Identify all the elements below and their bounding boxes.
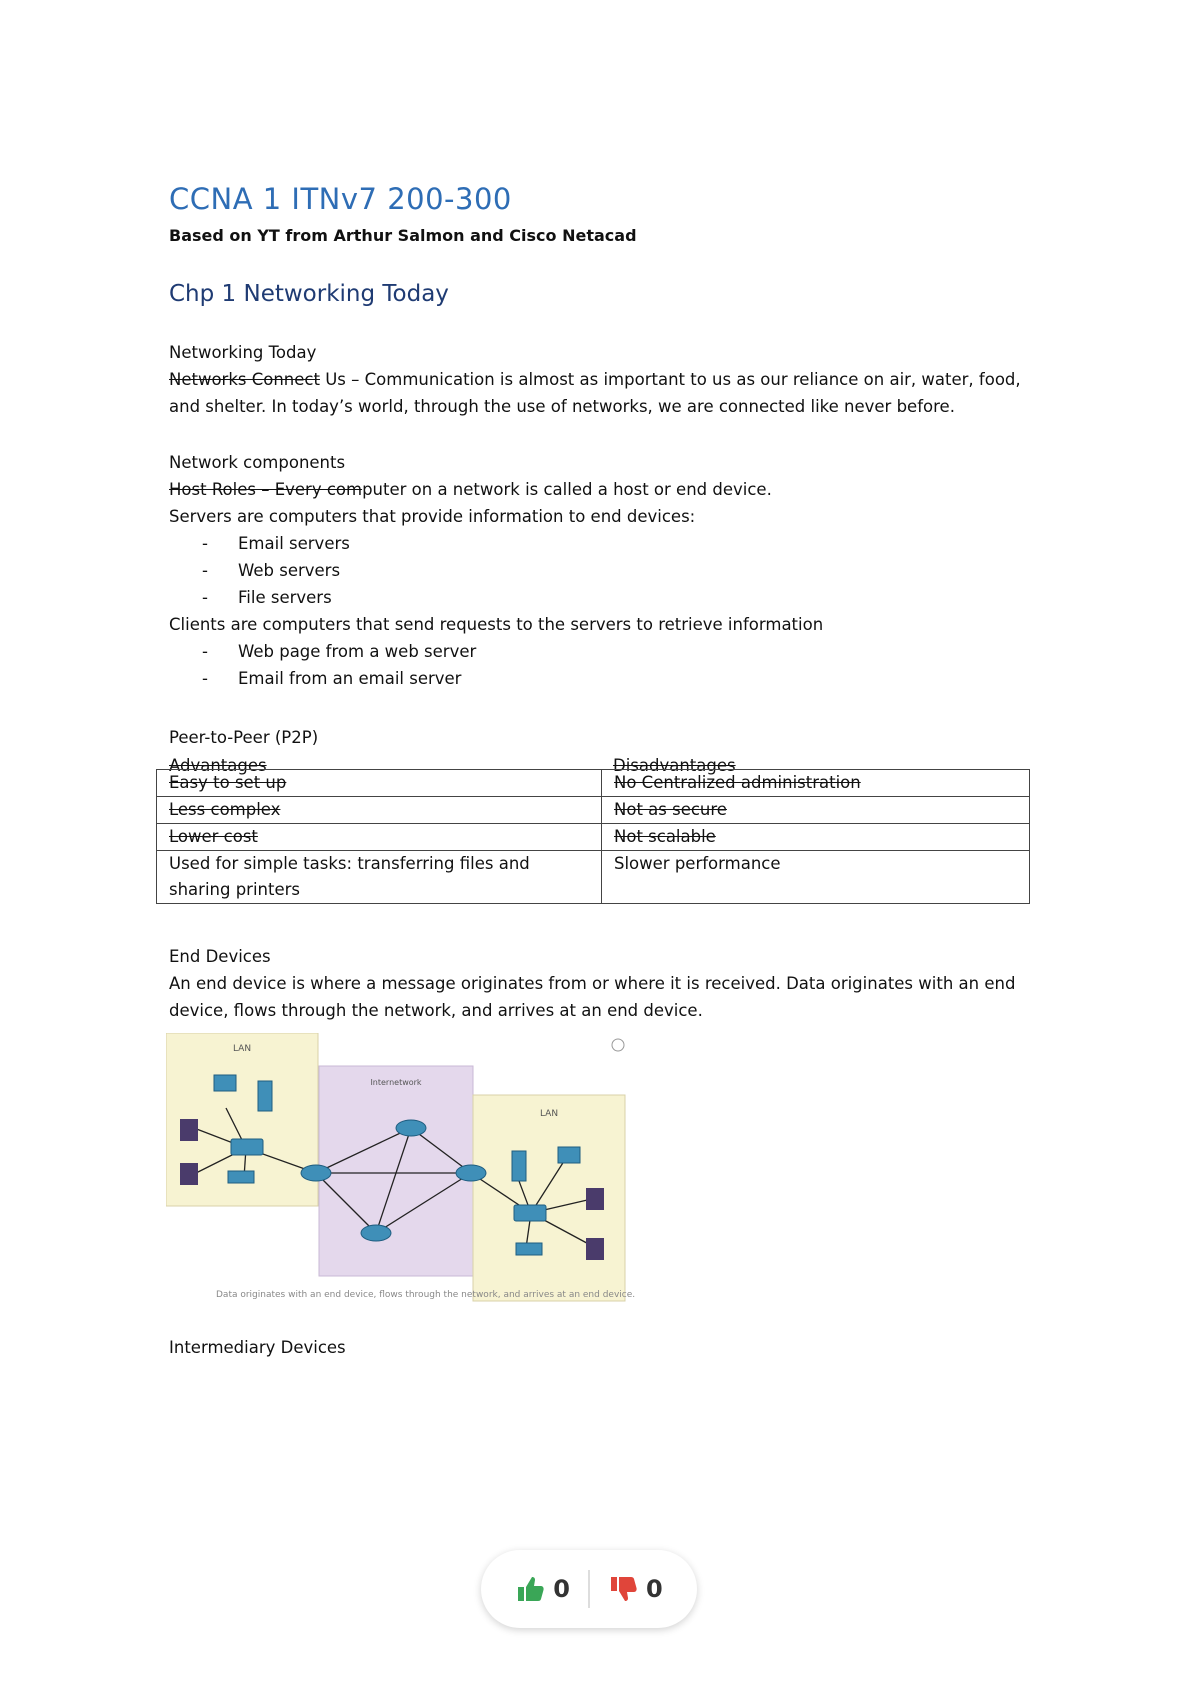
downvote-count: 0 — [646, 1575, 663, 1603]
user-workstation-icon — [586, 1188, 604, 1210]
servers-list — [169, 530, 1069, 611]
thumbs-up-icon — [515, 1575, 545, 1603]
clients-intro: Clients are computers that send requests to the servers to retrieve information — [169, 615, 824, 634]
router-icon — [361, 1225, 391, 1241]
list-item: - Email from an email server — [169, 665, 1069, 692]
table-cell-advantage: Less complex — [157, 797, 602, 824]
intermediary-devices-heading: Intermediary Devices — [169, 1338, 346, 1357]
phone-icon — [516, 1243, 542, 1255]
section-heading: Network components — [169, 453, 346, 472]
switch-icon — [514, 1205, 546, 1221]
servers-intro: Servers are computers that provide information to end devices: — [169, 507, 696, 526]
router-icon — [301, 1165, 331, 1181]
clients-list — [169, 638, 1069, 692]
user-workstation-icon — [180, 1119, 198, 1141]
figure-caption: Data originates with an end device, flows through the network, and arrives at an end device. — [216, 1290, 636, 1300]
paragraph-line — [169, 366, 1069, 393]
section-network-components — [169, 449, 1069, 692]
table-row — [157, 770, 1030, 797]
network-diagram — [166, 1033, 626, 1303]
thumbs-down-icon — [608, 1575, 638, 1603]
router-icon — [396, 1120, 426, 1136]
list-item: - Email servers — [169, 530, 1069, 557]
monitor-icon — [558, 1147, 580, 1163]
disadvantages-header: Disadvantages — [613, 756, 736, 775]
paragraph-line: device, flows through the network, and arrives at an end device. — [169, 1001, 703, 1020]
server-icon — [258, 1081, 272, 1111]
phone-icon — [228, 1171, 254, 1183]
paragraph-line: An end device is where a message originates from or where it is received. Data originates with an end — [169, 974, 1016, 993]
vote-widget — [481, 1550, 697, 1628]
user-workstation-icon — [586, 1238, 604, 1260]
struck-text: Host Roles – Every com — [169, 480, 363, 499]
server-icon — [512, 1151, 526, 1181]
table-cell-disadvantage: No Centralized administration — [602, 770, 1030, 797]
struck-text: Networks Connect — [169, 370, 320, 389]
table-cell-advantage: Used for simple tasks: transferring files and sharing printers — [157, 851, 602, 904]
advantages-header: Advantages — [169, 756, 267, 775]
section-networking-today — [169, 339, 1069, 420]
downvote-button[interactable] — [590, 1575, 681, 1603]
lan-right-label: LAN — [539, 1109, 559, 1119]
table-row — [157, 797, 1030, 824]
paragraph-line — [169, 476, 1069, 503]
upvote-count: 0 — [553, 1575, 570, 1603]
list-item: - Web page from a web server — [169, 638, 1069, 665]
expand-icon[interactable] — [612, 1039, 624, 1051]
internetwork-label: Internetwork — [370, 1078, 422, 1087]
upvote-button[interactable] — [497, 1575, 588, 1603]
table-cell-disadvantage: Slower performance — [602, 851, 1030, 904]
chapter-heading: Chp 1 Networking Today — [169, 281, 449, 307]
router-icon — [456, 1165, 486, 1181]
user-workstation-icon — [180, 1163, 198, 1185]
monitor-icon — [214, 1075, 236, 1091]
list-item: - Web servers — [169, 557, 1069, 584]
switch-icon — [231, 1139, 263, 1155]
p2p-table — [156, 769, 1030, 904]
paragraph-line: and shelter. In today’s world, through the use of networks, we are connected like never before. — [169, 397, 955, 416]
table-cell-advantage: Easy to set up — [157, 770, 602, 797]
table-cell-disadvantage: Not as secure — [602, 797, 1030, 824]
section-heading: Networking Today — [169, 343, 317, 362]
table-cell-disadvantage: Not scalable — [602, 824, 1030, 851]
lan-left-label: LAN — [232, 1044, 252, 1054]
table-cell-advantage: Lower cost — [157, 824, 602, 851]
table-row — [157, 851, 1030, 904]
paragraph-text: Us – Communication is almost as important to us as our reliance on air, water, food, — [319, 370, 1021, 389]
document-title: CCNA 1 ITNv7 200-300 — [169, 182, 512, 216]
section-end-devices — [169, 943, 1069, 1024]
document-subtitle: Based on YT from Arthur Salmon and Cisco Netacad — [169, 226, 637, 245]
list-item: - File servers — [169, 584, 1069, 611]
p2p-heading: Peer-to-Peer (P2P) — [169, 728, 319, 747]
paragraph-text: puter on a network is called a host or end device. — [362, 480, 772, 499]
section-heading: End Devices — [169, 947, 271, 966]
table-row — [157, 824, 1030, 851]
